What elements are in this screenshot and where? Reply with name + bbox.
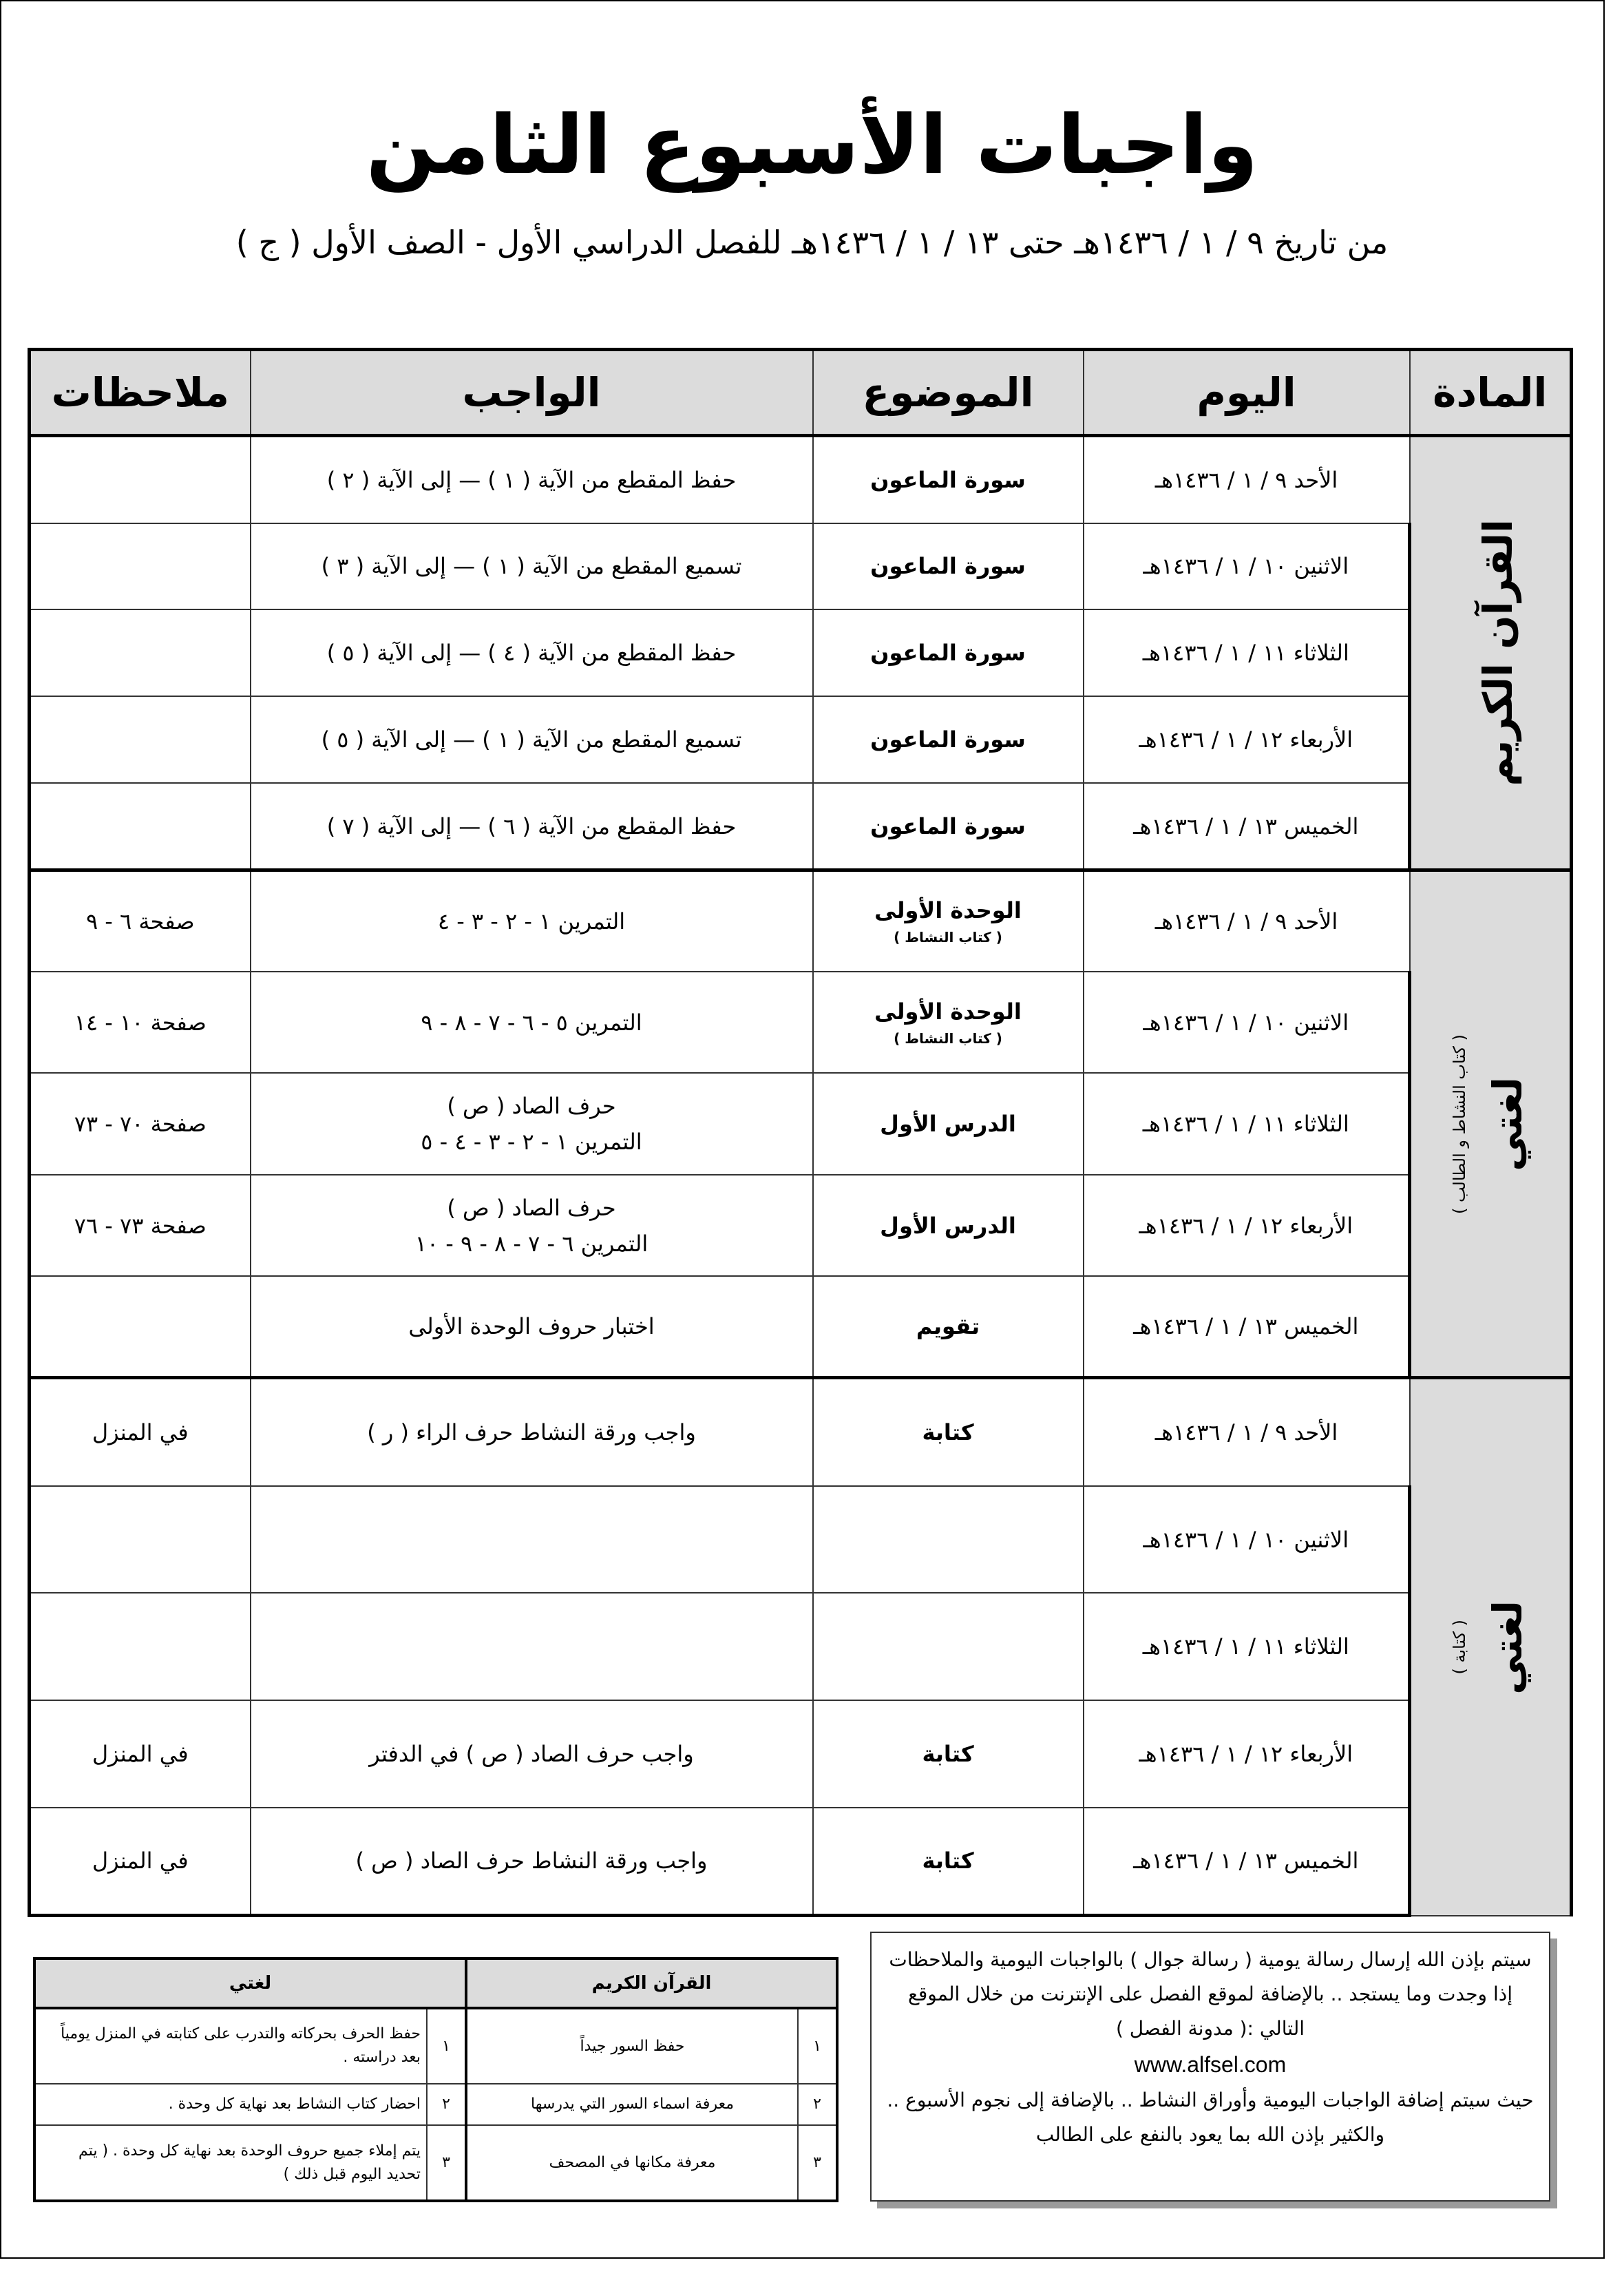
notice-box	[870, 1932, 1550, 2202]
day-cell: الاثنين ١٠ / ١ / ١٤٣٦هـ	[1084, 1486, 1410, 1593]
notes-cell	[30, 783, 251, 870]
subject-cell-lughati-writing	[1410, 1378, 1572, 1916]
homework-cell: اختبار حروف الوحدة الأولى	[251, 1276, 813, 1378]
page-subtitle: من تاريخ ٩ / ١ / ١٤٣٦هـ حتى ١٣ / ١ / ١٤٣٦هـ للفصل الدراسي الأول - الصف الأول ( ج )	[235, 224, 1389, 261]
legend-row	[34, 2084, 837, 2126]
table-row	[30, 1486, 1572, 1593]
day-cell: الثلاثاء ١١ / ١ / ١٤٣٦هـ	[1084, 609, 1410, 696]
topic-sublabel: ( كتاب النشاط )	[894, 1030, 1002, 1047]
homework-cell	[251, 1593, 813, 1700]
day-cell: الأحد ٩ / ١ / ١٤٣٦هـ	[1084, 1378, 1410, 1486]
legend-quran-item: معرفة اسماء السور التي يدرسها	[466, 2084, 798, 2126]
table-row	[30, 1593, 1572, 1700]
topic-sublabel: ( كتاب النشاط )	[894, 928, 1002, 945]
notes-cell	[30, 436, 251, 523]
homework-cell	[251, 1175, 813, 1277]
topic-cell: سورة الماعون	[813, 436, 1084, 523]
homework-line: حرف الصاد ( ص )	[447, 1194, 616, 1221]
topic-cell: سورة الماعون	[813, 783, 1084, 870]
legend-header-row	[34, 1958, 837, 2008]
day-cell: الخميس ١٣ / ١ / ١٤٣٦هـ	[1084, 1276, 1410, 1378]
legend-row	[34, 2125, 837, 2201]
legend-header-lughati: لغتي	[34, 1958, 466, 2008]
notes-cell	[30, 1276, 251, 1378]
notes-cell: في المنزل	[30, 1808, 251, 1916]
table-row	[30, 1073, 1572, 1175]
topic-cell: كتابة	[813, 1808, 1084, 1916]
class-blog-link[interactable]: www.alfsel.com	[1134, 2052, 1287, 2077]
table-row	[30, 523, 1572, 610]
topic-cell	[813, 1593, 1084, 1700]
table-row	[30, 1808, 1572, 1916]
table-header-row	[30, 350, 1572, 436]
table-row	[30, 783, 1572, 870]
subject-sublabel: ( كتاب النشاط و الطالب )	[1450, 1034, 1469, 1214]
day-cell: الخميس ١٣ / ١ / ١٤٣٦هـ	[1084, 783, 1410, 870]
homework-cell	[251, 1486, 813, 1593]
notice-paragraph: سيتم بإذن الله إرسال رسالة يومية ( رسالة جوال ) بالواجبات اليومية والملاحظات إذا وجدت وما يستجد .. بالإضافة لموقع الفصل على الإنترنت من خلال الموقع التالي :( مدونة الفصل )	[889, 1948, 1532, 2040]
legend-number: ١	[427, 2008, 466, 2084]
topic-cell: الدرس الأول	[813, 1073, 1084, 1175]
homework-cell: تسميع المقطع من الآية ( ١ ) — إلى الآية ( ٣ )	[251, 523, 813, 610]
topic-label: الوحدة الأولى	[874, 998, 1022, 1025]
day-cell: الثلاثاء ١١ / ١ / ١٤٣٦هـ	[1084, 1073, 1410, 1175]
topic-cell: كتابة	[813, 1700, 1084, 1808]
page-title: واجبات الأسبوع الثامن	[366, 97, 1258, 192]
day-cell: الأحد ٩ / ١ / ١٤٣٦هـ	[1084, 870, 1410, 972]
notes-cell	[30, 696, 251, 783]
day-cell: الأحد ٩ / ١ / ١٤٣٦هـ	[1084, 436, 1410, 523]
homework-line: التمرين ١ - ٢ - ٣ - ٤ - ٥	[421, 1129, 642, 1156]
homework-cell: التمرين ١ - ٢ - ٣ - ٤	[251, 870, 813, 972]
notes-cell	[30, 1486, 251, 1593]
legend-quran-item: معرفة مكانها في المصحف	[466, 2125, 798, 2201]
legend-number: ٢	[427, 2084, 466, 2126]
topic-cell: سورة الماعون	[813, 696, 1084, 783]
legend-number: ٣	[427, 2125, 466, 2201]
homework-table	[28, 348, 1573, 1917]
homework-cell: واجب ورقة النشاط حرف الراء ( ر )	[251, 1378, 813, 1486]
topic-cell	[813, 870, 1084, 972]
notes-cell	[30, 523, 251, 610]
topic-cell	[813, 1486, 1084, 1593]
legend-row	[34, 2008, 837, 2084]
day-cell: الاثنين ١٠ / ١ / ١٤٣٦هـ	[1084, 523, 1410, 610]
notes-cell: صفحة ٧٣ - ٧٦	[30, 1175, 251, 1277]
legend-header-quran: القرآن الكريم	[466, 1958, 837, 2008]
homework-cell: حفظ المقطع من الآية ( ١ ) — إلى الآية ( ٢ )	[251, 436, 813, 523]
topic-cell: سورة الماعون	[813, 609, 1084, 696]
legend-quran-item: حفظ السور جيداً	[466, 2008, 798, 2084]
homework-cell: حفظ المقطع من الآية ( ٦ ) — إلى الآية ( ٧ )	[251, 783, 813, 870]
notes-cell: صفحة ٦ - ٩	[30, 870, 251, 972]
homework-cell: التمرين ٥ - ٦ - ٧ - ٨ - ٩	[251, 972, 813, 1074]
topic-cell	[813, 972, 1084, 1074]
table-row	[30, 1700, 1572, 1808]
day-cell: الأربعاء ١٢ / ١ / ١٤٣٦هـ	[1084, 1175, 1410, 1277]
day-cell: الأربعاء ١٢ / ١ / ١٤٣٦هـ	[1084, 696, 1410, 783]
table-row	[30, 436, 1572, 523]
homework-cell: حفظ المقطع من الآية ( ٤ ) — إلى الآية ( ٥ )	[251, 609, 813, 696]
topic-cell: تقويم	[813, 1276, 1084, 1378]
day-cell: الخميس ١٣ / ١ / ١٤٣٦هـ	[1084, 1808, 1410, 1916]
notes-cell: في المنزل	[30, 1378, 251, 1486]
homework-cell: واجب ورقة النشاط حرف الصاد ( ص )	[251, 1808, 813, 1916]
topic-label: الوحدة الأولى	[874, 897, 1022, 923]
notes-cell: صفحة ٧٠ - ٧٣	[30, 1073, 251, 1175]
homework-line: التمرين ٦ - ٧ - ٨ - ٩ - ١٠	[414, 1230, 648, 1257]
notes-cell	[30, 1593, 251, 1700]
table-row	[30, 696, 1572, 783]
homework-cell	[251, 1073, 813, 1175]
day-cell: الاثنين ١٠ / ١ / ١٤٣٦هـ	[1084, 972, 1410, 1074]
table-row	[30, 870, 1572, 972]
header-day: اليوم	[1084, 350, 1410, 436]
legend-lughati-item: حفظ الحرف بحركاته والتدرب على كتابته في المنزل يومياً بعد دراسته .	[34, 2008, 427, 2084]
table-row	[30, 972, 1572, 1074]
day-cell: الثلاثاء ١١ / ١ / ١٤٣٦هـ	[1084, 1593, 1410, 1700]
homework-cell: واجب حرف الصاد ( ص ) في الدفتر	[251, 1700, 813, 1808]
notes-cell	[30, 609, 251, 696]
notes-cell: في المنزل	[30, 1700, 251, 1808]
subject-label: لغتي	[1484, 1076, 1531, 1171]
subject-label: لغتي	[1484, 1600, 1531, 1695]
legend-lughati-item: احضار كتاب النشاط بعد نهاية كل وحدة .	[34, 2084, 427, 2126]
homework-line: حرف الصاد ( ص )	[447, 1093, 616, 1120]
homework-cell: تسميع المقطع من الآية ( ١ ) — إلى الآية ( ٥ )	[251, 696, 813, 783]
legend-number: ١	[798, 2008, 837, 2084]
subject-cell-quran	[1410, 436, 1572, 870]
notice-paragraph: حيث سيتم إضافة الواجبات اليومية وأوراق النشاط .. بالإضافة إلى نجوم الأسبوع .. والكثير بإذن الله بما يعود بالنفع على الطالب	[887, 2089, 1534, 2146]
header-topic: الموضوع	[813, 350, 1084, 436]
subject-cell-lughati-books	[1410, 870, 1572, 1378]
topic-cell: سورة الماعون	[813, 523, 1084, 610]
legend-number: ٢	[798, 2084, 837, 2126]
legend-number: ٣	[798, 2125, 837, 2201]
notes-cell: صفحة ١٠ - ١٤	[30, 972, 251, 1074]
table-row	[30, 1276, 1572, 1378]
legend-lughati-item: يتم إملاء جميع حروف الوحدة بعد نهاية كل وحدة . ( يتم تحديد اليوم قبل ذلك )	[34, 2125, 427, 2201]
table-row	[30, 1378, 1572, 1486]
topic-cell: كتابة	[813, 1378, 1084, 1486]
objectives-table	[33, 1957, 839, 2202]
header-subject: المادة	[1410, 350, 1572, 436]
header-homework: الواجب	[251, 350, 813, 436]
table-row	[30, 609, 1572, 696]
header-notes: ملاحظات	[30, 350, 251, 436]
day-cell: الأربعاء ١٢ / ١ / ١٤٣٦هـ	[1084, 1700, 1410, 1808]
table-row	[30, 1175, 1572, 1277]
subject-label: القرآن الكريم	[1475, 519, 1521, 786]
subject-sublabel: ( كتابة )	[1450, 1620, 1469, 1675]
topic-cell: الدرس الأول	[813, 1175, 1084, 1277]
